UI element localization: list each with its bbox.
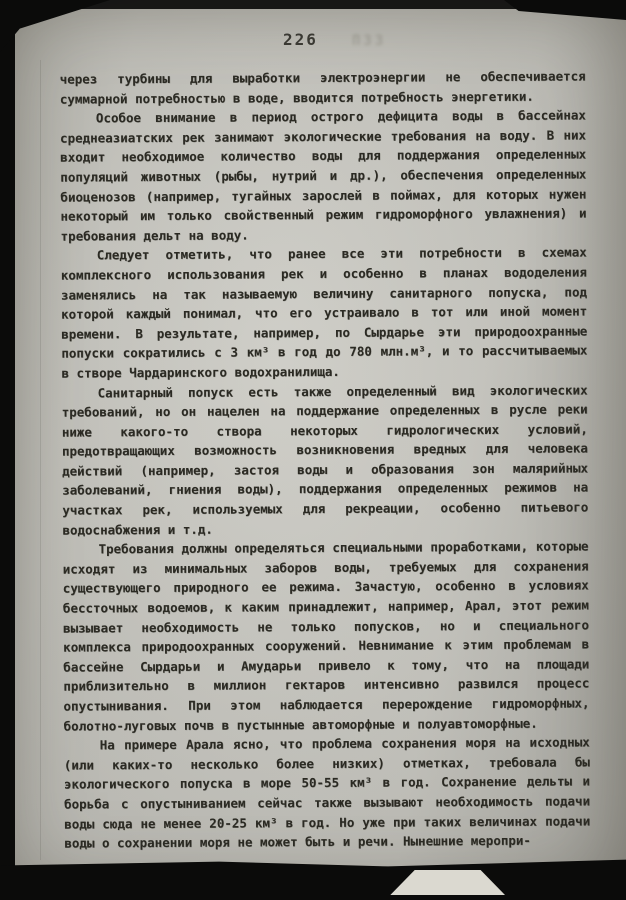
paragraph: Требования должны определяться специальными проработками, которые исходят из минимальных заборов воды, требуемых для сохранения существующего природного ее режима. Зачастую, особенно в условиях бессточных водоемов, к каким принадлежит, например, Арал, этот режим вызывает необходимость не только попусков, но и специального комплекса природоохранных сооружений. Невнимание к этим проблемам в бассейне Сырдарьи и Амударьи привело к тому, что на площади приблизительно в миллион гектаров интенсивно развился процесс опустынивания. При этом наблюдается перерождение гидроморфных, болотно-луговых почв в пустынные автоморфные и полуавтоморфные.: [62, 538, 590, 734]
page-text: [60, 66, 591, 853]
paragraph: Особое внимание в период острого дефицита воды в бассейнах среднеазиатских рек занимают экологические требования на воду. В них входит необходимое количество воды для поддержания определенных популяций животных (рыбы, нутрий и др.), обеспечения определенных биоценозов (например, тугайных зарослей в поймах, для которых нужен некоторый им только свойственный режим гидроморфного увлажнения) и требования дельт на воду.: [59, 107, 587, 244]
paragraph: Следует отметить, что ранее все эти потребности в схемах комплексного использования рек и особенно в планах вододеления заменялись на так называемую величину санитарного попуска, под которой каждый понимал, что его устраивало в тот или иной момент времени. В результате, например, по Сырдарье эти природоохранные попуски сократились с 3 км³ в год до 780 млн.м³, и то рассчитываемых в створе Чардаринского водохранилища.: [60, 244, 588, 381]
paragraph: через турбины для выработки электроэнергии не обеспечивается суммарной потребностью в воде, вводится потребность энергетики.: [59, 68, 586, 107]
paragraph: Санитарный попуск есть также определенный вид экологических требований, но он нацелен на поддержание определенных в русле реки ниже какого-то створа некоторых гидрологических условий, предотвращающих возможность возникновения вредных для человека действий (например, застоя воды и образования зон малярийных заболеваний, гниения воды), поддержания определенных режимов на участках рек, используемых для рекреации, особенно питьевого водоснабжения и т.д.: [61, 381, 589, 538]
ink-smudge: ПЗЗ: [352, 33, 387, 49]
paragraph: На примере Арала ясно, что проблема сохранения моря на исходных (или каких-то несколько более низких) отметках, требовала бы экологического попуска в море 50-55 км³ в год. Сохранение дельты и борьба с опустыниванием сейчас также вызывают необходимость подачи воды сюда не менее 20-25 км³ в год. Но уже при таких величинах подачи воды о сохранении моря не может быть и речи. Нынешние меропри-: [63, 734, 591, 851]
page-number: 226: [283, 30, 318, 49]
scan-crease: [40, 60, 41, 860]
scan-edge-left: [0, 0, 15, 900]
